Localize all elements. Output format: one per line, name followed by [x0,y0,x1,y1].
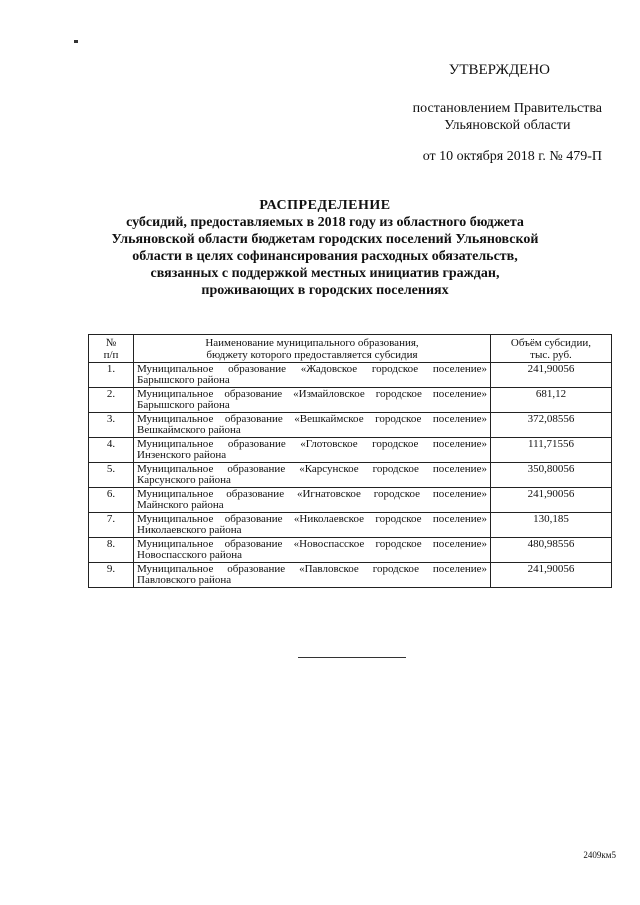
title-line: области в целях софинансирования расходных обязательств, [132,249,518,264]
table-row [89,413,612,438]
header-value [491,335,612,363]
row-name-word: «Новоспасское [293,538,365,550]
row-district: Вешкаймского района [137,424,241,436]
header-number-line2: п/п [103,349,119,361]
row-name-word: «Жадовское [300,363,358,375]
row-name-word: поселение» [432,413,487,425]
decree-reference [413,100,602,134]
row-name-word: «Карсунское [299,463,359,475]
decree-line-2: Ульяновской области [444,118,571,133]
row-name-word: Муниципальное [137,488,214,500]
row-district: Майнского района [137,499,224,511]
row-value: 241,90056 [491,563,612,588]
row-district: Павловского района [137,574,232,586]
row-name-word: поселение» [432,388,487,400]
decree-line-1: постановлением Правительства [412,101,602,116]
row-name-word: городское [371,363,419,375]
header-value-line1: Объём субсидии, [510,337,592,349]
row-name-word: поселение» [432,463,487,475]
row-name-word: «Игнатовское [296,488,361,500]
table-row [89,488,612,513]
row-district: Карсунского района [137,474,231,486]
row-name-word: Муниципальное [137,463,214,475]
row-number: 2. [89,388,134,413]
row-name [134,363,491,388]
document-title [60,197,590,299]
title-line: связанных с поддержкой местных инициатив граждан, [150,266,500,281]
row-name-word: образование [224,388,283,400]
row-value: 111,71556 [491,438,612,463]
row-name-word: Муниципальное [137,363,214,375]
row-number: 7. [89,513,134,538]
row-value: 241,90056 [491,488,612,513]
row-name-word: городское [375,513,422,525]
row-value: 681,12 [491,388,612,413]
row-name [134,513,491,538]
table-row [89,563,612,588]
row-name [134,388,491,413]
table-body [89,363,612,588]
title-line: проживающих в городских поселениях [201,283,449,298]
row-name-word: поселение» [432,363,487,375]
row-name [134,488,491,513]
row-name-word: «Николаевское [293,513,364,525]
row-name-word: городское [372,438,419,450]
row-name-word: поселение» [432,563,487,575]
row-name [134,563,491,588]
row-name [134,463,491,488]
row-name-word: городское [373,488,420,500]
row-name-word: городское [372,563,419,575]
row-name-word: Муниципальное [137,438,214,450]
row-name-word: образование [228,363,286,375]
row-number: 8. [89,538,134,563]
row-number: 9. [89,563,134,588]
row-number: 5. [89,463,134,488]
footer-code: 2409км5 [583,850,616,860]
row-name-word: образование [224,413,283,425]
row-value: 480,98556 [491,538,612,563]
table-row [89,513,612,538]
header-name [134,335,491,363]
row-number: 3. [89,413,134,438]
row-name-word: «Павловское [299,563,359,575]
row-name [134,413,491,438]
header-name-line1: Наименование муниципального образования, [205,337,419,349]
title-heading: РАСПРЕДЕЛЕНИЕ [259,198,391,213]
row-name-word: городское [375,413,422,425]
approval-stamp-text: УТВЕРЖДЕНО [448,62,550,78]
row-name-word: образование [226,488,285,500]
row-number: 1. [89,363,134,388]
row-district: Николаевского района [137,524,242,536]
row-name [134,538,491,563]
row-name [134,438,491,463]
table-header-row [89,335,612,363]
row-name-word: образование [227,463,286,475]
row-name-word: образование [227,438,286,450]
row-name-word: Муниципальное [137,413,214,425]
table-row [89,463,612,488]
row-name-word: городское [375,388,422,400]
row-name-word: Муниципальное [137,388,214,400]
scan-speck [74,40,78,43]
header-number [89,335,134,363]
row-name-word: городское [375,538,422,550]
closing-rule [298,657,406,658]
row-name-word: «Глотовское [300,438,358,450]
row-district: Инзенского района [137,449,227,461]
row-name-word: Муниципальное [137,513,214,525]
decree-date: от 10 октября 2018 г. № 479-П [422,149,602,164]
row-name-word: образование [224,513,283,525]
row-name-word: поселение» [432,538,487,550]
row-name-word: поселение» [432,513,487,525]
row-district: Барышского района [137,374,230,386]
row-district: Новоспасского района [137,549,243,561]
row-name-word: Муниципальное [137,538,214,550]
row-name-word: образование [227,563,286,575]
row-value: 241,90056 [491,363,612,388]
row-name-word: «Вешкаймское [294,413,364,425]
row-district: Барышского района [137,399,230,411]
row-name-word: городское [372,463,419,475]
row-number: 6. [89,488,134,513]
row-value: 130,185 [491,513,612,538]
title-line: Ульяновской области бюджетам городских поселений Ульяновской [111,232,539,247]
row-name-word: образование [224,538,283,550]
header-name-line2: бюджету которого предоставляется субсидия [206,349,418,361]
row-name-word: поселение» [432,438,487,450]
row-name-word: поселение» [432,488,487,500]
row-value: 350,80056 [491,463,612,488]
row-name-word: «Измайловское [293,388,365,400]
title-line: субсидий, предоставляемых в 2018 году из областного бюджета [126,215,524,230]
table-row [89,363,612,388]
header-number-line1: № [105,337,117,349]
table-row [89,538,612,563]
table-row [89,388,612,413]
table-row [89,438,612,463]
subsidy-table [88,334,612,588]
row-name-word: Муниципальное [137,563,214,575]
header-value-line2: тыс. руб. [530,349,572,361]
row-number: 4. [89,438,134,463]
row-value: 372,08556 [491,413,612,438]
